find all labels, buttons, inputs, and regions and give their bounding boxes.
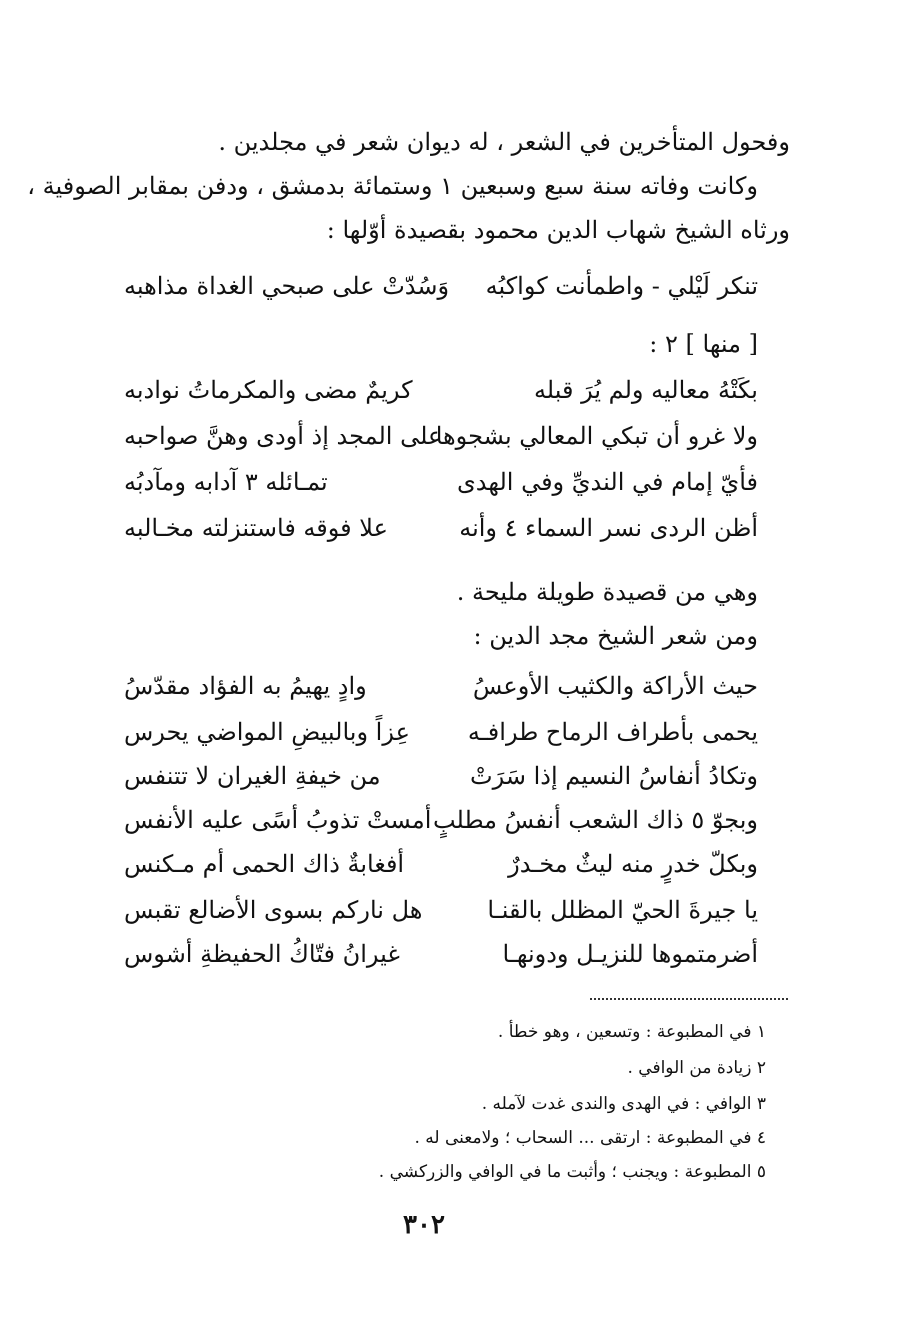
poem2-verse-4-left: أمستْ تذوبُ أسًى عليه الأنفس [124,806,432,834]
poem2-verse-5-right: وبكلّ خدرٍ منه ليثٌ مخـدرٌ [508,850,758,878]
prose-line-2: وكانت وفاته سنة سبع وسبعين ١ وستمائة بدمشق ، ودفن بمقابر الصوفية ، [27,172,758,200]
poem2-verse-7-right: أضرمتموها للنزيـل ودونهـا [502,940,758,968]
poem2-verse-5-left: أفغابةٌ ذاك الحمى أم مـكنس [124,850,405,878]
poem1-verse-3-left: تمـائله ٣ آدابه ومآدبُه [124,468,328,496]
poem2-verse-3-right: وتكادُ أنفاسُ النسيم إذا سَرَتْ [470,762,758,790]
poem1-verse-1-left: كريمٌ مضى والمكرماتُ نوادبه [124,376,413,404]
footnote-1: ١ في المطبوعة : وتسعين ، وهو خطأ . [497,1022,766,1042]
poem2-verse-2-right: يحمى بأطراف الرماح طرافـه [467,718,758,746]
poem1-verse-3-right: فأيّ إمام في النديِّ وفي الهدى [457,468,758,496]
poem2-verse-2-left: عِزاً وبالبيضِ المواضي يحرس [124,718,410,746]
poem1-opening-left: وَسُدّتْ على صبحي الغداة مذاهبه [124,272,450,300]
poem2-verse-1-right: حيث الأراكة والكثيب الأوعسُ [472,672,758,700]
poem1-verse-4-left: علا فوقه فاستنزلته مخـالبه [124,514,388,542]
poem1-verse-4-right: أظن الردى نسر السماء ٤ وأنه [459,514,758,542]
footnote-separator [590,998,788,1000]
poem2-verse-6-left: هل ناركم بسوى الأضالع تقبس [124,896,423,924]
prose-line-4: وهي من قصيدة طويلة مليحة . [456,578,758,606]
minha-label: [ منها ] ٢ : [649,330,758,358]
page-number: ٣٠٢ [403,1210,445,1240]
poem2-verse-1-left: وادٍ يهيمُ به الفؤاد مقدّسُ [124,672,367,700]
poem2-verse-7-left: غيرانُ فتّاكُ الحفيظةِ أشوس [124,940,400,968]
footnote-5: ٥ المطبوعة : ويجنب ؛ وأثبت ما في الوافي والزركشي . [378,1162,766,1182]
poem1-verse-1-right: بكَتْهُ معاليه ولم يُرَ قبله [533,376,758,404]
poem2-verse-6-right: يا جيرةَ الحيّ المظلل بالقنـا [487,896,758,924]
poem1-opening-right: تنكر لَيْلي - واطمأنت كواكبُه [485,272,758,300]
footnote-3: ٣ الوافي : في الهدى والندى غدت لآمله . [481,1094,766,1114]
prose-line-5: ومن شعر الشيخ مجد الدين : [473,622,758,650]
poem1-verse-2-left: على المجد إذ أودى وهنَّ صواحبه [124,422,443,450]
footnote-2: ٢ زيادة من الوافي . [627,1058,766,1078]
poem1-verse-2-right: ولا غرو أن تبكي المعالي بشجوها [435,422,758,450]
prose-line-3: ورثاه الشيخ شهاب الدين محمود بقصيدة أوّلها : [326,216,790,244]
footnote-4: ٤ في المطبوعة : ارتقى ... السحاب ؛ ولامعنى له . [414,1128,766,1148]
poem2-verse-4-right: وبجوّ ٥ ذاك الشعب أنفسُ مطلبٍ [432,806,758,834]
poem2-verse-3-left: من خيفةِ الغيران لا تتنفس [124,762,381,790]
prose-line-1: وفحول المتأخرين في الشعر ، له ديوان شعر في مجلدين . [218,128,790,156]
